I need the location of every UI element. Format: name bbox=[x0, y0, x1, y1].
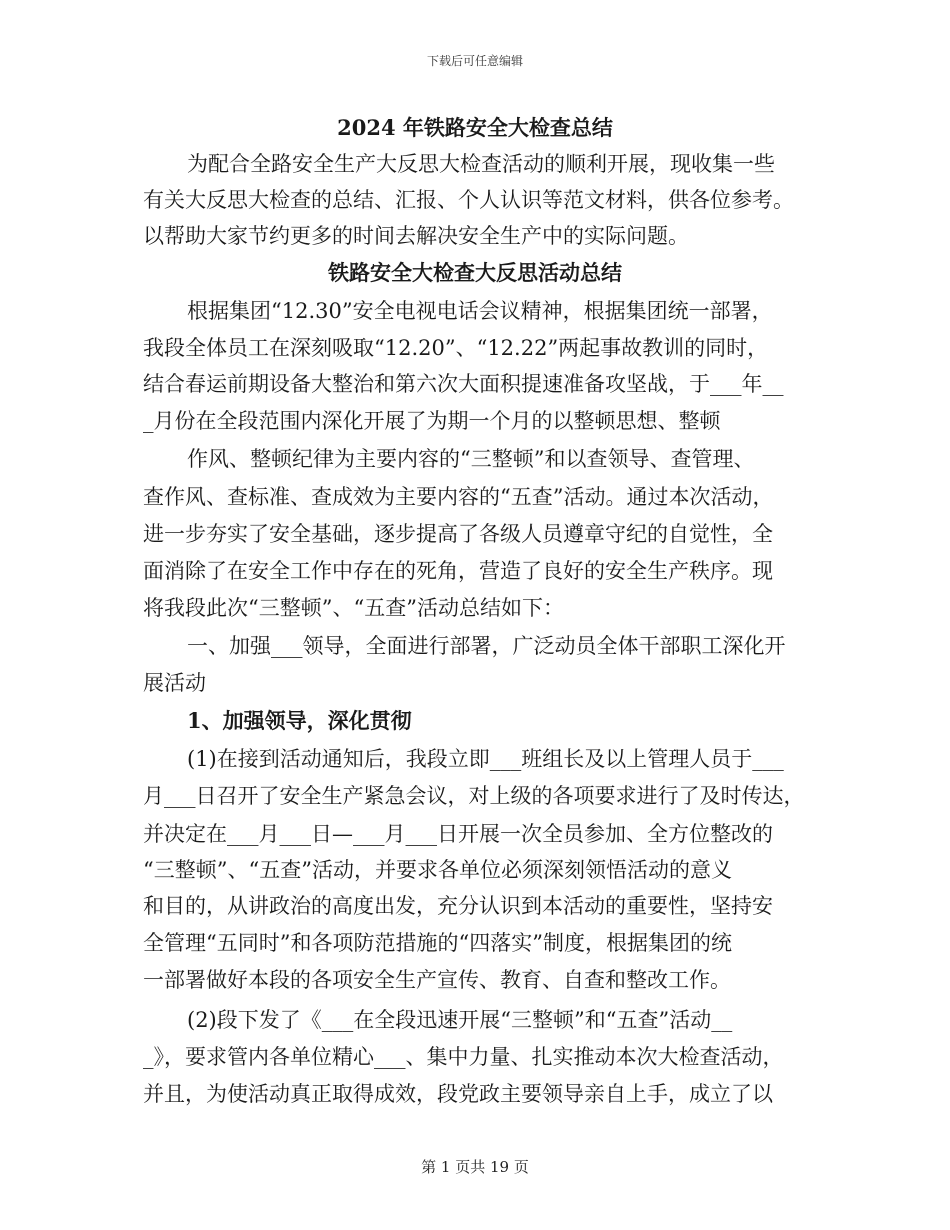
section1-line-1: 一、加强___领导，全面进行部署，广泛动员全体干部职工深化开 bbox=[187, 634, 786, 658]
section1-line-2: 展活动 bbox=[143, 671, 206, 695]
item2-line-3: 并且，为使活动真正取得成效，段党政主要领导亲自上手，成立了以 bbox=[143, 1082, 773, 1106]
item1-line-1: (1)在接到活动通知后，我段立即___班组长及以上管理人员于___ bbox=[187, 747, 784, 771]
item1-line-2: 月___日召开了安全生产紧急会议，对上级的各项要求进行了及时传达， bbox=[143, 784, 805, 808]
para1-line-2: 我段全体员工在深刻吸取“12.20”、“12.22”两起事故教训的同时， bbox=[143, 336, 769, 360]
item1-line-5: 和目的，从讲政治的高度出发，充分认识到本活动的重要性，坚持安 bbox=[143, 894, 773, 918]
para2-line-1: 作风、整顿纪律为主要内容的“三整顿”和以查领导、查管理、 bbox=[187, 447, 755, 471]
item1-line-4: “三整顿”、“五查”活动，并要求各单位必须深刻领悟活动的意义 bbox=[143, 858, 732, 882]
intro-line-3: 以帮助大家节约更多的时间去解决安全生产中的实际问题。 bbox=[143, 224, 689, 248]
subsection-heading: 1、加强领导，深化贯彻 bbox=[187, 708, 412, 733]
item1-line-7: 一部署做好本段的各项安全生产宣传、教育、自查和整改工作。 bbox=[143, 968, 731, 992]
item1-line-3: 并决定在___月___日—___月___日开展一次全员参加、全方位整改的 bbox=[143, 822, 773, 846]
para2-line-5: 将我段此次“三整顿”、“五查”活动总结如下： bbox=[143, 596, 564, 620]
page-header: 下载后可任意编辑 bbox=[426, 54, 523, 68]
item2-line-2: _》，要求管内各单位精心___、集中力量、扎实推动本次大检查活动， bbox=[143, 1045, 784, 1069]
document-title: 2024 年铁路安全大检查总结 bbox=[337, 115, 613, 140]
para2-line-4: 面消除了在安全工作中存在的死角，营造了良好的安全生产秩序。现 bbox=[143, 559, 773, 583]
para1-line-4: _月份在全段范围内深化开展了为期一个月的以整顿思想、整顿 bbox=[143, 409, 721, 433]
para2-line-3: 进一步夯实了安全基础，逐步提高了各级人员遵章守纪的自觉性，全 bbox=[143, 522, 773, 546]
page-footer: 第 1 页共 19 页 bbox=[421, 1158, 529, 1176]
section-subtitle: 铁路安全大检查大反思活动总结 bbox=[328, 260, 622, 285]
para1-line-3: 结合春运前期设备大整治和第六次大面积提速准备攻坚战，于___年__ bbox=[143, 372, 784, 396]
item1-line-6: 全管理“五同时”和各项防范措施的“四落实”制度，根据集团的统 bbox=[143, 931, 732, 955]
intro-line-2: 有关大反思大检查的总结、汇报、个人认识等范文材料，供各位参考。 bbox=[143, 188, 794, 212]
para1-line-1: 根据集团“12.30”安全电视电话会议精神，根据集团统一部署， bbox=[187, 299, 773, 323]
intro-line-1: 为配合全路安全生产大反思大检查活动的顺利开展，现收集一些 bbox=[187, 152, 775, 176]
item2-line-1: (2)段下发了《___在全段迅速开展“三整顿”和“五查”活动__ bbox=[187, 1008, 733, 1032]
para2-line-2: 查作风、查标准、查成效为主要内容的“五查”活动。通过本次活动， bbox=[143, 485, 774, 509]
